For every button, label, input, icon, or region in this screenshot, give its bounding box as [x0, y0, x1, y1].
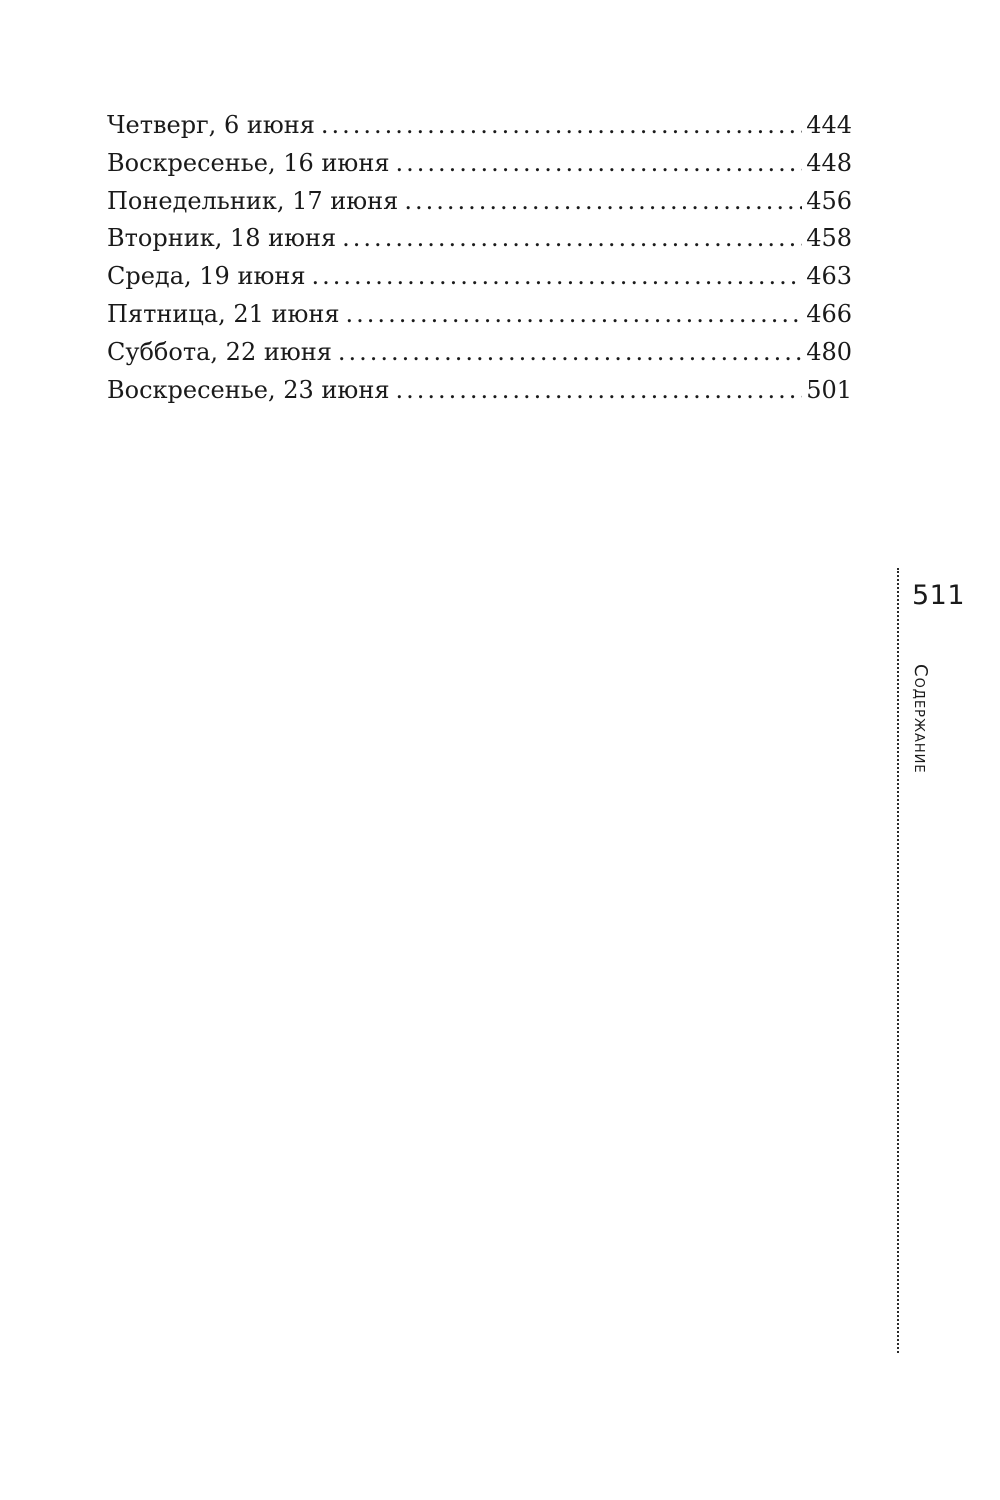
toc-entry: [107, 149, 852, 187]
toc-entry-title: Суббота, 22 июня: [107, 337, 332, 366]
toc-entry: [107, 111, 852, 149]
toc-entry-title: Воскресенье, 23 июня: [107, 375, 390, 404]
toc-entry-page: 466: [806, 299, 852, 328]
toc-entry-title: Вторник, 18 июня: [107, 224, 337, 253]
dot-leader: [346, 300, 803, 328]
toc-entry: [107, 376, 852, 414]
toc-entry-page: 456: [806, 186, 852, 215]
dot-leader: [338, 338, 802, 366]
toc-entry-page: 458: [806, 224, 852, 253]
section-title: Содержание: [910, 664, 931, 774]
table-of-contents: [107, 111, 852, 413]
toc-entry: [107, 224, 852, 262]
toc-entry-page: 448: [806, 148, 852, 177]
toc-entry-title: Понедельник, 17 июня: [107, 186, 399, 215]
toc-entry-page: 501: [806, 375, 852, 404]
toc-entry: [107, 338, 852, 376]
toc-entry-title: Воскресенье, 16 июня: [107, 148, 390, 177]
running-head: [888, 568, 968, 1353]
dot-leader: [404, 187, 802, 215]
toc-entry-title: Пятница, 21 июня: [107, 299, 340, 328]
toc-entry: [107, 262, 852, 300]
toc-entry-title: Четверг, 6 июня: [107, 111, 315, 139]
toc-entry-page: 463: [806, 262, 852, 291]
dotted-rule: [897, 568, 899, 1353]
dot-leader: [342, 224, 802, 252]
toc-entry-page: 444: [806, 111, 852, 139]
toc-entry: [107, 300, 852, 338]
dot-leader: [311, 262, 802, 290]
dot-leader: [395, 149, 802, 177]
dot-leader: [321, 111, 802, 139]
toc-entry-title: Среда, 19 июня: [107, 262, 306, 291]
toc-entry: [107, 187, 852, 225]
toc-entry-page: 480: [806, 337, 852, 366]
page-number: 511: [912, 580, 966, 611]
dot-leader: [395, 376, 802, 404]
